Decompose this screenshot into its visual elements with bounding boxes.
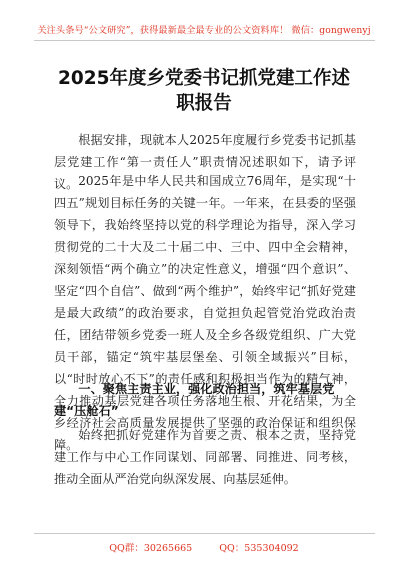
footer-divider [34,533,375,534]
page-footer [0,540,408,554]
document-title: 2025年度乡党委书记抓党建工作述职报告 [58,68,350,114]
footer-qq-group: QQ群：30265665 [109,543,193,554]
body-paragraph: 2025年是中华人民共和国成立76周年，是实现“十四五”规划目标任务的关键一年。一年来，在县委的坚强领导下，我始终坚持以党的科学理论为指导，深入学习贯彻党的二十大及二十届二中、三中、四中全会精神，深刻领悟“两个确立”的决定性意义，增强“四个意识”、坚定“四个自信”、做到“两个维护”，始终牢记“抓好党建是最大政绩”的政治要求，自觉担负起管党治党政治责任，团结带领乡党委一班人及全乡各级党组织、广大党员干部，锚定“筑牢基层堡垒、引领全域振兴”目标，以“时时放心不下”的责任感和积极担当作为的精气神，全力推动基层党建各项任务落地生根、开花结果，为全乡经济社会高质量发展提供了坚强的政治保证和组织保障。 [54,174,356,452]
footer-qq-number: QQ：535304092 [219,543,299,554]
header-divider [34,40,375,41]
intro-paragraph: 根据安排，现就本人2025年度履行乡党委书记抓基层党建工作“第一责任人”职责情况述职如下，请予评议。 [54,133,356,191]
page-header-notice: 关注头条号“公文研究”，获得最新最全最专业的公文资料库！ 微信：gongwenyj [37,25,371,36]
body-paragraph: 始终把抓好党建作为首要之责、根本之责，坚持党建工作与中心工作同谋划、同部署、同推进、同考核，推动全面从严治党向纵深发展、向基层延伸。 [54,428,356,486]
section-heading: 一、聚焦主责主业，强化政治担当，筑牢基层党建“压舱石” [54,382,335,418]
